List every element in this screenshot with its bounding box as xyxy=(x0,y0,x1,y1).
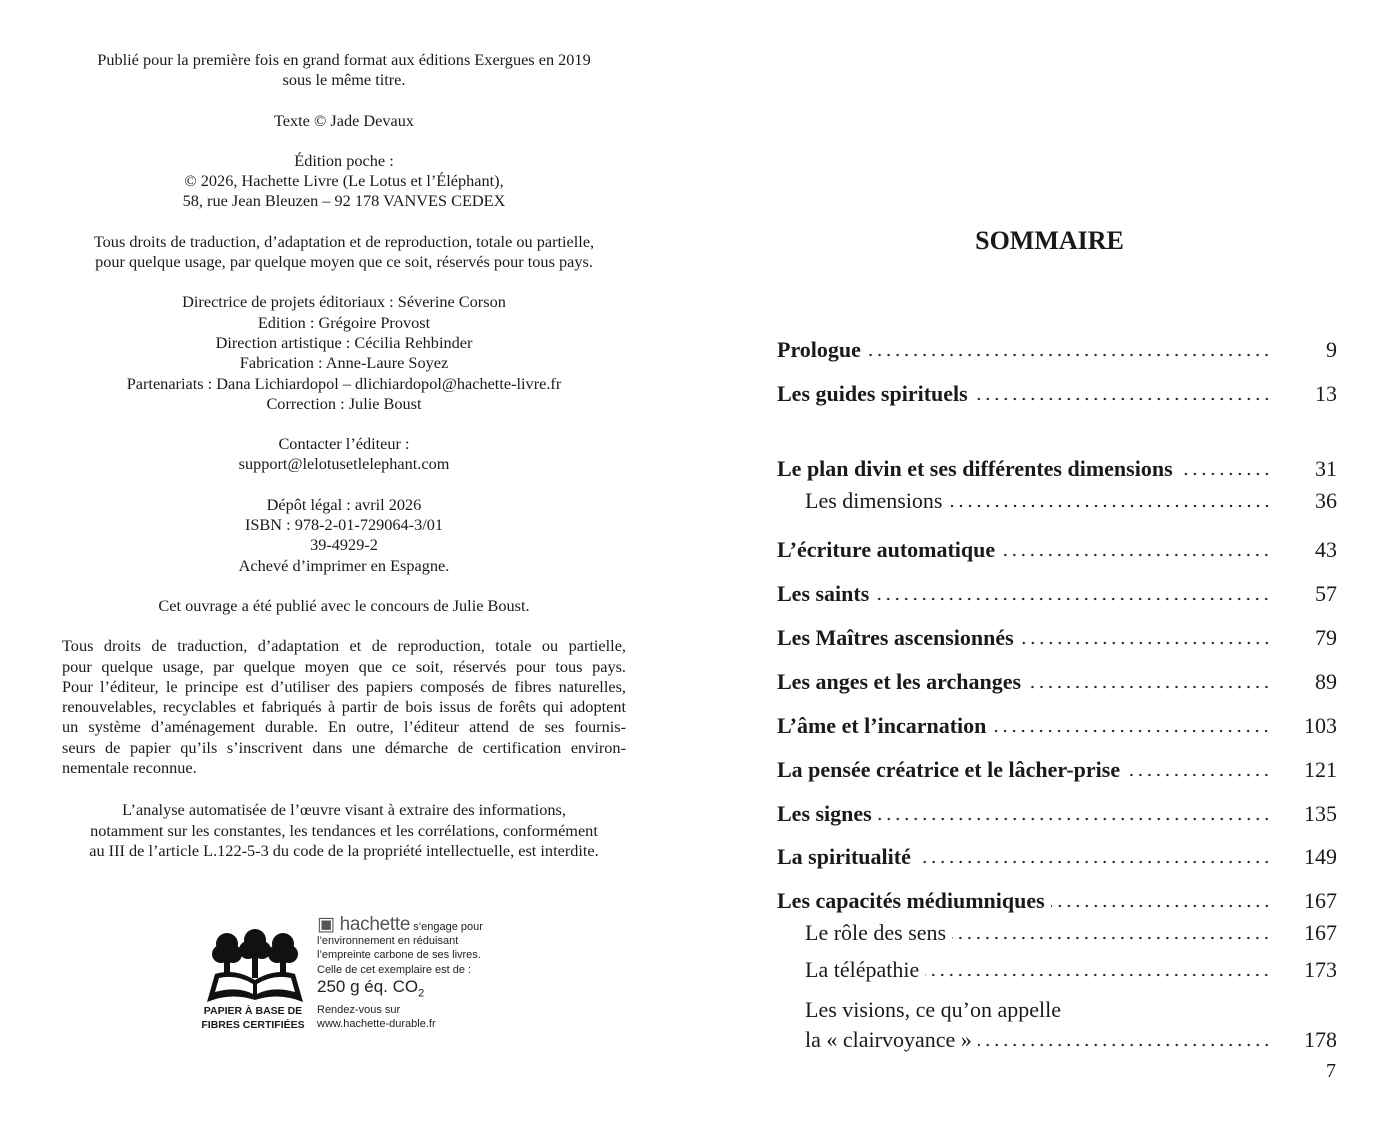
toc-entry-text xyxy=(777,993,1337,1054)
dot-leader xyxy=(878,817,1271,821)
commitment-line: Rendez-vous sur xyxy=(317,1004,401,1017)
text-line: Edition : Grégoire Provost xyxy=(257,312,431,332)
text-line: © 2026, Hachette Livre (Le Lotus et l’Éléphant), xyxy=(184,171,504,191)
toc-entry[interactable] xyxy=(777,580,1337,608)
text-line: Cet ouvrage a été publié avec le concours de Julie Boust. xyxy=(158,595,530,615)
website-link: www.hachette-durable.fr xyxy=(317,1018,436,1031)
text-line: nementale reconnue. xyxy=(62,758,197,778)
toc-entry[interactable] xyxy=(777,800,1337,828)
paper-label-line: FIBRES CERTIFIÉES xyxy=(201,1019,305,1031)
toc-entry[interactable] xyxy=(777,668,1337,696)
page-title: SOMMAIRE xyxy=(975,226,1124,255)
text-line: Tous droits de traduction, d’adaptation et de reproduction, totale ou partielle, xyxy=(62,636,626,656)
tdm-paragraph xyxy=(62,800,626,861)
toc-entry-label: Les Maîtres ascensionnés xyxy=(777,625,1014,650)
toc-entry-label: Prologue xyxy=(777,337,861,362)
toc-page-number: 89 xyxy=(1315,669,1337,694)
text-line: Tous droits de traduction, d’adaptation et de reproduction, totale ou partielle, xyxy=(93,231,595,251)
text-line: ISBN : 978-2-01-729064-3/01 xyxy=(244,515,444,535)
dot-leader xyxy=(949,504,1272,508)
toc-entry-label: L’écriture automatique xyxy=(777,537,996,562)
toc-entry-label: Les dimensions xyxy=(805,488,943,513)
text-block xyxy=(62,495,626,576)
toc-page-number: 31 xyxy=(1315,456,1337,481)
paper-label xyxy=(200,1004,306,1032)
toc-entry-label: la « clairvoyance » xyxy=(805,1027,972,1052)
toc-entry-label: Les capacités médiumniques xyxy=(777,888,1045,913)
text-line: Contacter l’éditeur : xyxy=(278,434,410,454)
toc-entry-label: Les guides spirituels xyxy=(777,381,968,406)
toc-entry[interactable] xyxy=(777,993,1337,1054)
toc-entry-label: Les saints xyxy=(777,581,870,606)
dot-leader xyxy=(917,860,1271,864)
toc-page-number: 43 xyxy=(1315,537,1337,562)
toc-entry[interactable] xyxy=(777,624,1337,652)
toc-page-number: 167 xyxy=(1304,920,1337,945)
toc-page-number: 121 xyxy=(1304,757,1337,782)
dot-leader xyxy=(992,729,1271,733)
text-line: pour quelque usage, par quelque moyen que ce soit, réservés pour tous pays. xyxy=(62,656,626,676)
text-line: 58, rue Jean Bleuzen – 92 178 VANVES CEDEX xyxy=(182,191,506,211)
toc-entry[interactable] xyxy=(777,843,1337,871)
text-line: Correction : Julie Boust xyxy=(266,393,422,413)
toc-entry[interactable] xyxy=(777,756,1337,784)
toc-entry-label: La télépathie xyxy=(805,957,920,982)
dot-leader xyxy=(875,597,1271,601)
toc-page-number: 36 xyxy=(1315,488,1337,513)
dot-leader xyxy=(1051,904,1271,908)
toc-page-number: 13 xyxy=(1315,381,1337,406)
toc-entry-label: Le plan divin et ses différentes dimensions xyxy=(777,456,1173,481)
toc-entry[interactable] xyxy=(777,536,1337,564)
text-line: Partenariats : Dana Lichiardopol – dlichiardopol@hachette-livre.fr xyxy=(126,373,562,393)
text-line: Directrice de projets éditoriaux : Séverine Corson xyxy=(182,292,506,312)
toc-page-number: 178 xyxy=(1304,1027,1337,1052)
text-block xyxy=(62,596,626,616)
text-line: notamment sur les constantes, les tendances et les corrélations, conformément xyxy=(90,820,598,840)
dot-leader xyxy=(925,973,1271,977)
text-line: Fabrication : Anne-Laure Soyez xyxy=(239,353,449,373)
text-block xyxy=(62,434,626,475)
toc-entry-label: La spiritualité xyxy=(777,844,911,869)
copyright-page xyxy=(62,50,626,881)
toc-entry[interactable] xyxy=(777,380,1337,408)
text-line: Direction artistique : Cécilia Rehbinder xyxy=(215,332,473,352)
dot-leader xyxy=(1179,472,1271,476)
dot-leader xyxy=(974,397,1271,401)
text-line: L’analyse automatisée de l’œuvre visant à extraire des informations, xyxy=(122,800,566,820)
text-line: au III de l’article L.122-5-3 du code de la propriété intellectuelle, est interdite. xyxy=(89,840,599,860)
text-line: sous le même titre. xyxy=(282,70,406,90)
dot-leader xyxy=(1001,553,1271,557)
text-line: Publié pour la première fois en grand format aux éditions Exergues en 2019 xyxy=(97,50,591,69)
toc-entry-label: Les signes xyxy=(777,801,872,826)
dot-leader xyxy=(1020,641,1271,645)
toc-entry[interactable] xyxy=(777,487,1337,515)
toc-entry-label: Le rôle des sens xyxy=(805,920,947,945)
text-line: renouvelables, recyclables et fabriqués à partir de bois issus de forêts qui adoptent xyxy=(62,697,626,717)
text-line: Dépôt légal : avril 2026 xyxy=(266,494,422,514)
page-number: 7 xyxy=(1326,1060,1336,1082)
toc-entry[interactable] xyxy=(777,712,1337,740)
commitment-line: s’engage pour xyxy=(413,921,483,933)
text-line: 39-4929-2 xyxy=(310,535,378,555)
text-line: Texte © Jade Devaux xyxy=(273,110,415,130)
commitment-line: l’environnement en réduisant xyxy=(317,935,459,948)
environment-logo-block xyxy=(200,914,500,1038)
dot-leader xyxy=(1126,773,1271,777)
dot-leader xyxy=(978,1043,1271,1047)
dot-leader xyxy=(1027,685,1271,689)
table-of-contents-page xyxy=(777,0,1337,1133)
trees-book-icon xyxy=(205,926,305,1004)
toc-entry[interactable] xyxy=(777,919,1337,947)
text-line: seurs de papier qu’ils s’inscrivent dans une démarche de certification environ- xyxy=(62,737,626,757)
text-line: un système d’aménagement durable. En outre, l’éditeur attend de ses fournis- xyxy=(62,717,626,737)
hachette-commitment xyxy=(317,914,500,1032)
toc-page-number: 167 xyxy=(1304,888,1337,913)
toc-entry-label: Les anges et les archanges xyxy=(777,669,1022,694)
text-block xyxy=(62,50,626,91)
toc-entry-label: L’âme et l’incarnation xyxy=(777,713,987,738)
toc-entry[interactable] xyxy=(777,887,1337,915)
toc-entry-label: La pensée créatrice et le lâcher-prise xyxy=(777,757,1121,782)
commitment-line: l’empreinte carbone de ses livres. xyxy=(317,949,481,962)
dot-leader xyxy=(952,936,1271,940)
paper-policy-paragraph xyxy=(62,636,626,778)
text-line: Pour l’éditeur, le principe est d’utiliser des papiers composés de fibres naturelles, xyxy=(62,676,626,696)
toc-entry[interactable] xyxy=(777,455,1337,483)
text-block xyxy=(62,151,626,212)
text-line: support@lelotusetlelephant.com xyxy=(238,454,450,474)
text-line: pour quelque usage, par quelque moyen que ce soit, réservés pour tous pays. xyxy=(95,252,593,272)
dot-leader xyxy=(867,353,1271,357)
text-block xyxy=(62,292,626,414)
co2-subscript: 2 xyxy=(418,987,425,1000)
text-block xyxy=(62,232,626,273)
toc-page-number: 103 xyxy=(1304,713,1337,738)
toc-entry[interactable] xyxy=(777,956,1337,984)
toc-page-number: 9 xyxy=(1326,337,1337,362)
co2-text: 250 g éq. CO xyxy=(317,976,419,996)
text-line: Édition poche : xyxy=(294,150,394,170)
toc-entry-label: Les visions, ce qu’on appelle xyxy=(805,997,1061,1022)
commitment-line: Celle de cet exemplaire est de : xyxy=(317,963,472,976)
toc-page-number: 173 xyxy=(1304,957,1337,982)
toc-page-number: 149 xyxy=(1304,844,1337,869)
text-line: Achevé d’imprimer en Espagne. xyxy=(238,555,450,575)
toc-page-number: 135 xyxy=(1304,801,1337,826)
toc-entry[interactable] xyxy=(777,336,1337,364)
toc-page-number: 79 xyxy=(1315,625,1337,650)
brand-name: hachette xyxy=(339,914,411,935)
toc-page-number: 57 xyxy=(1315,581,1337,606)
text-block xyxy=(62,111,626,131)
paper-label-line: PAPIER À BASE DE xyxy=(203,1005,303,1017)
toc-entry-line xyxy=(777,1026,1337,1054)
hachette-logo-icon: ▣ hachette xyxy=(317,914,411,935)
co2-value xyxy=(317,977,500,1003)
